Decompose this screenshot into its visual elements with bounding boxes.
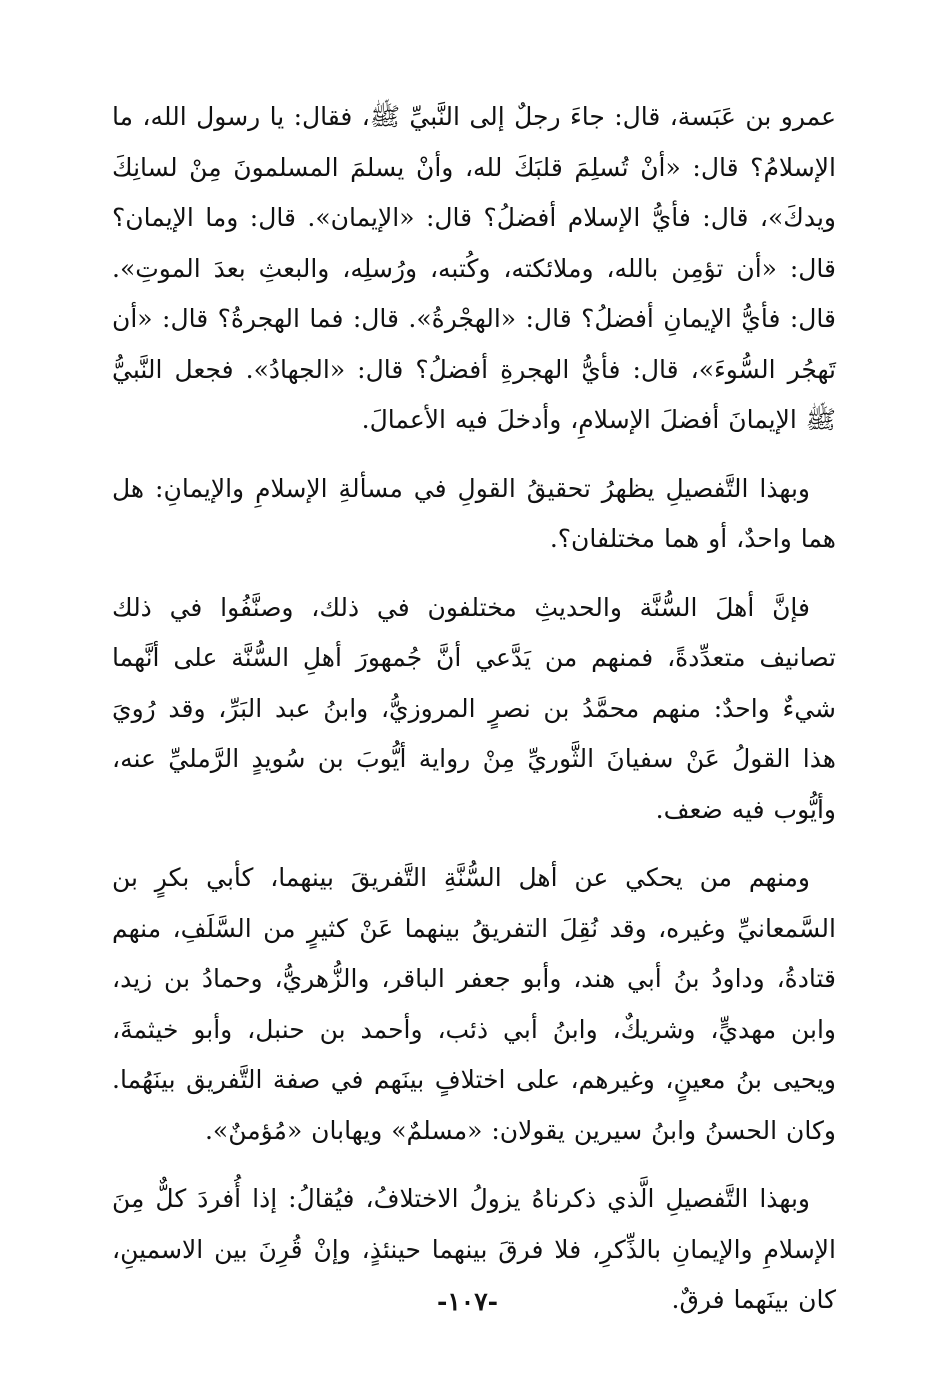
paragraph-detail: وبهذا التَّفصيلِ يظهرُ تحقيقُ القولِ في مسألةِ الإسلامِ والإيمانِ: هل هما واحدٌ، أو هما مختلفان؟. xyxy=(112,473,836,553)
paragraph-distinction: ومنهم من يحكي عن أهل السُّنَّةِ التَّفريقَ بينهما، كأبي بكرٍ بن السَّمعانيِّ وغيره، وقد نُقِلَ التفريقُ بينهما عَنْ كثيرٍ من السَّلَفِ، منهم قتادةُ، وداودُ بنُ أبي هند، وأبو جعفر الباقر، والزُّهريُّ، وحمادُ بن زيد، وابن مهديٍّ، وشريكٌ، وابنُ أبي ذئب، وأحمد بن حنبل، وأبو خيثمةَ، ويحيى بنُ معينٍ، وغيرهم، على اختلافٍ بينَهم في صفة التَّفريق بينَهُما. وكان الحسنُ وابنُ سيرين يقولان: «مسلمٌ» ويهابان «مُؤمنٌ». xyxy=(112,863,836,1145)
body-text xyxy=(112,92,836,1344)
paragraph-conclusion: وبهذا التَّفصيلِ الَّذي ذكرناهُ يزولُ الاختلافُ، فيُقالُ: إذا أُفردَ كلٌّ مِنَ الإسلامِ والإيمانِ بالذِّكرِ، فلا فرقَ بينهما حينئذٍ، وإنْ قُرِنَ بين الاسمينِ، كان بينَهما فرقٌ. xyxy=(112,1184,836,1314)
paragraph-sunnah-disagreement: فإنَّ أهلَ السُّنَّة والحديثِ مختلفون في ذلك، وصنَّفُوا في ذلك تصانيف متعدِّدةً، فمنهم من يَدَّعي أنَّ جُمهورَ أهلِ السُّنَّة على أنَّهما شيءٌ واحدٌ: منهم محمَّدُ بن نصرٍ المروزيُّ، وابنُ عبد البَرِّ، وقد رُويَ هذا القولُ عَنْ سفيانَ الثَّوريِّ مِنْ رواية أيُّوبَ بن سُويدٍ الرَّمليِّ عنه، وأيُّوب فيه ضعف. xyxy=(112,592,836,824)
page-number: -١٠٧- xyxy=(436,1287,499,1316)
paragraph-hadith: عمرو بن عَبَسة، قال: جاءَ رجلٌ إلى النَّبيِّ ﷺ، فقال: يا رسول الله، ما الإسلامُ؟ قال: «أنْ تُسلِمَ قلبَكَ لله، وأنْ يسلمَ المسلمونَ مِنْ لسانِكَ ويدكَ»، قال: فأيُّ الإسلام أفضلُ؟ قال: «الإيمان». قال: وما الإيمان؟ قال: «أن تؤمِن بالله، وملائكته، وكُتبه، ورُسلِه، والبعثِ بعدَ الموتِ». قال: فأيُّ الإيمانِ أفضلُ؟ قال: «الهجْرةُ». قال: فما الهجرةُ؟ قال: «أن تَهجُر السُّوءَ»، قال: فأيُّ الهجرةِ أفضلُ؟ قال: «الجهادُ». فجعل النَّبيُّ ﷺ الإيمانَ أفضلَ الإسلامِ، وأدخلَ فيه الأعمالَ. xyxy=(112,102,836,434)
